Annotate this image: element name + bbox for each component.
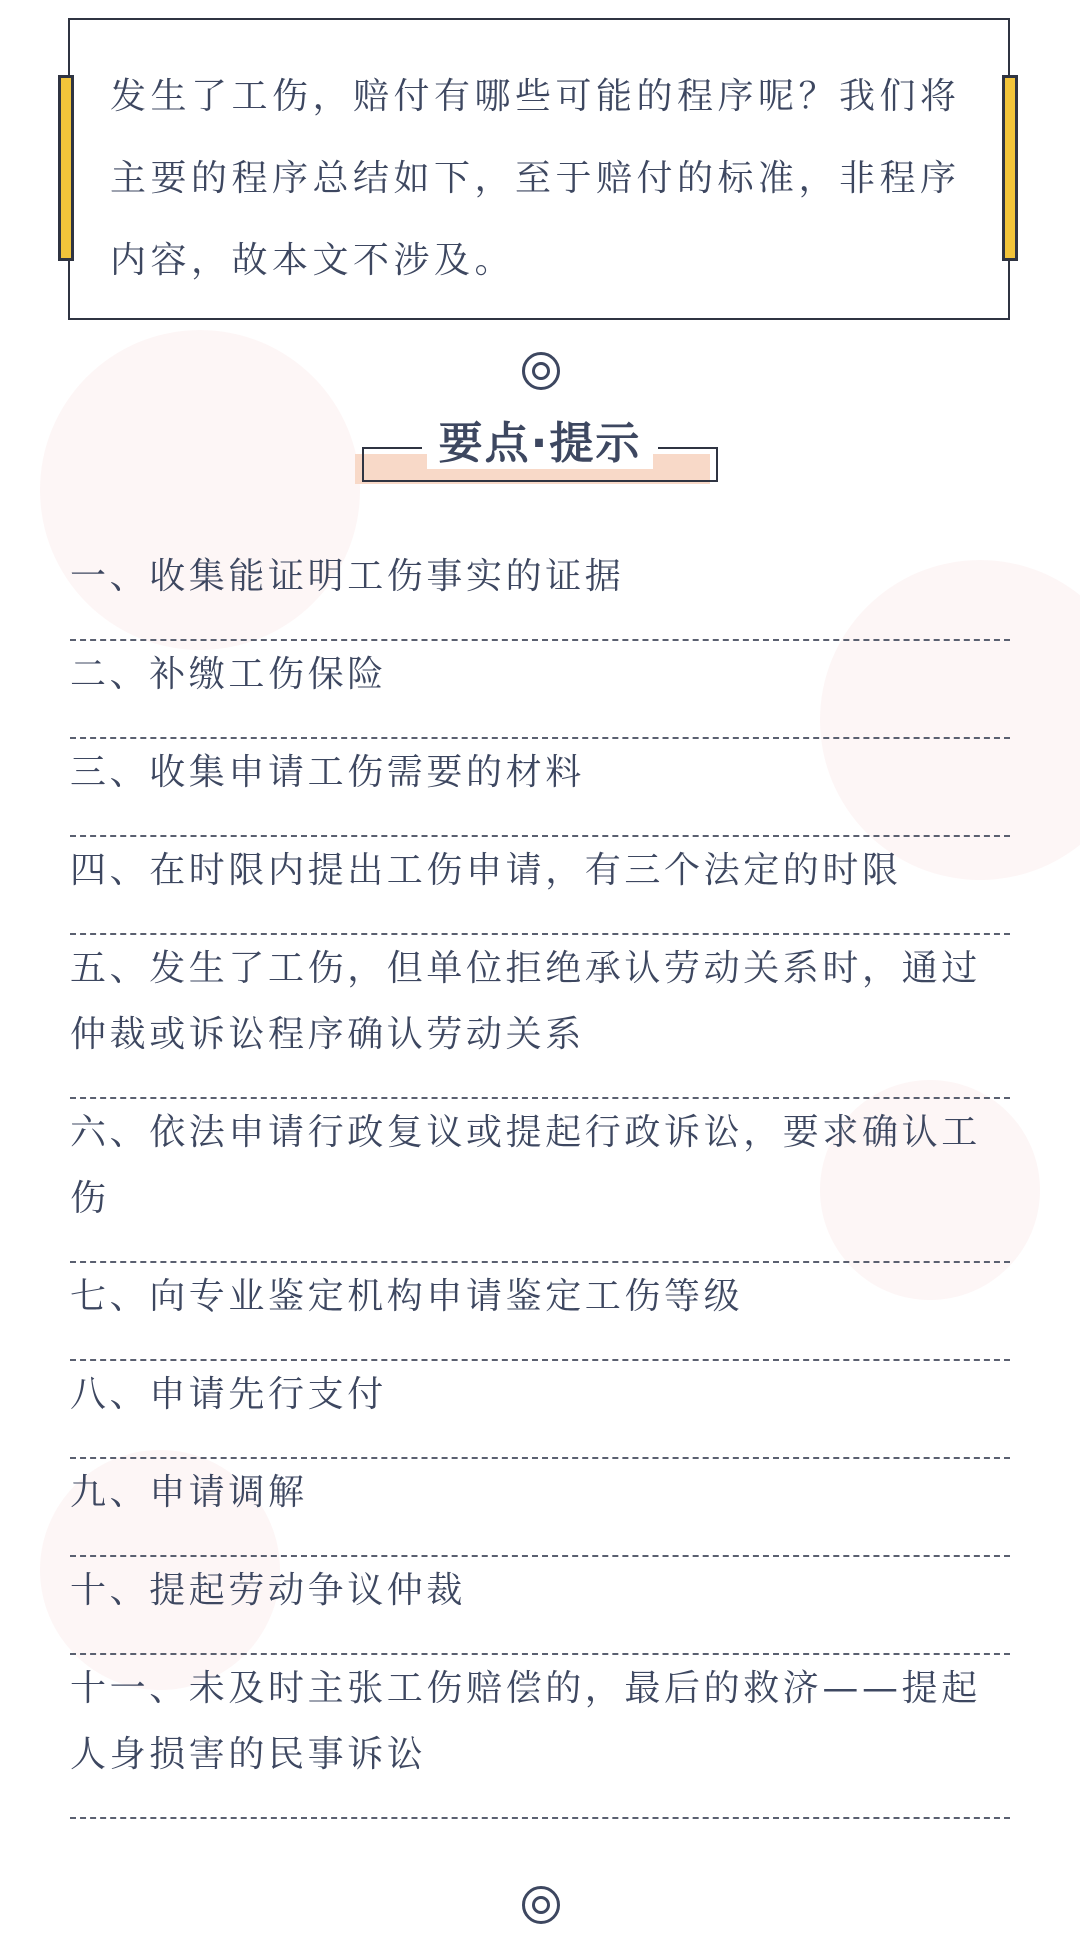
concentric-circle-icon bbox=[522, 352, 560, 390]
intro-accent-bar-right bbox=[1002, 75, 1018, 261]
list-item: 十、提起劳动争议仲裁 bbox=[70, 1557, 1010, 1655]
list-item: 四、在时限内提出工伤申请，有三个法定的时限 bbox=[70, 837, 1010, 935]
section-heading bbox=[362, 414, 718, 474]
list-item: 五、发生了工伤，但单位拒绝承认劳动关系时，通过仲裁或诉讼程序确认劳动关系 bbox=[70, 935, 1010, 1099]
procedure-list bbox=[70, 543, 1010, 1819]
intro-text: 发生了工伤，赔付有哪些可能的程序呢？我们将主要的程序总结如下，至于赔付的标准，非程序内容，故本文不涉及。 bbox=[110, 76, 961, 281]
list-item: 一、收集能证明工伤事实的证据 bbox=[70, 543, 1010, 641]
list-item: 十一、未及时主张工伤赔偿的，最后的救济——提起人身损害的民事诉讼 bbox=[70, 1655, 1010, 1819]
concentric-circle-icon bbox=[522, 1886, 560, 1924]
list-item: 九、申请调解 bbox=[70, 1459, 1010, 1557]
list-item: 二、补缴工伤保险 bbox=[70, 641, 1010, 739]
intro-accent-bar-left bbox=[58, 75, 74, 261]
list-item: 三、收集申请工伤需要的材料 bbox=[70, 739, 1010, 837]
section-heading-label: 要点·提示 bbox=[427, 418, 654, 469]
list-item: 七、向专业鉴定机构申请鉴定工伤等级 bbox=[70, 1263, 1010, 1361]
list-item: 八、申请先行支付 bbox=[70, 1361, 1010, 1459]
list-item: 六、依法申请行政复议或提起行政诉讼，要求确认工伤 bbox=[70, 1099, 1010, 1263]
